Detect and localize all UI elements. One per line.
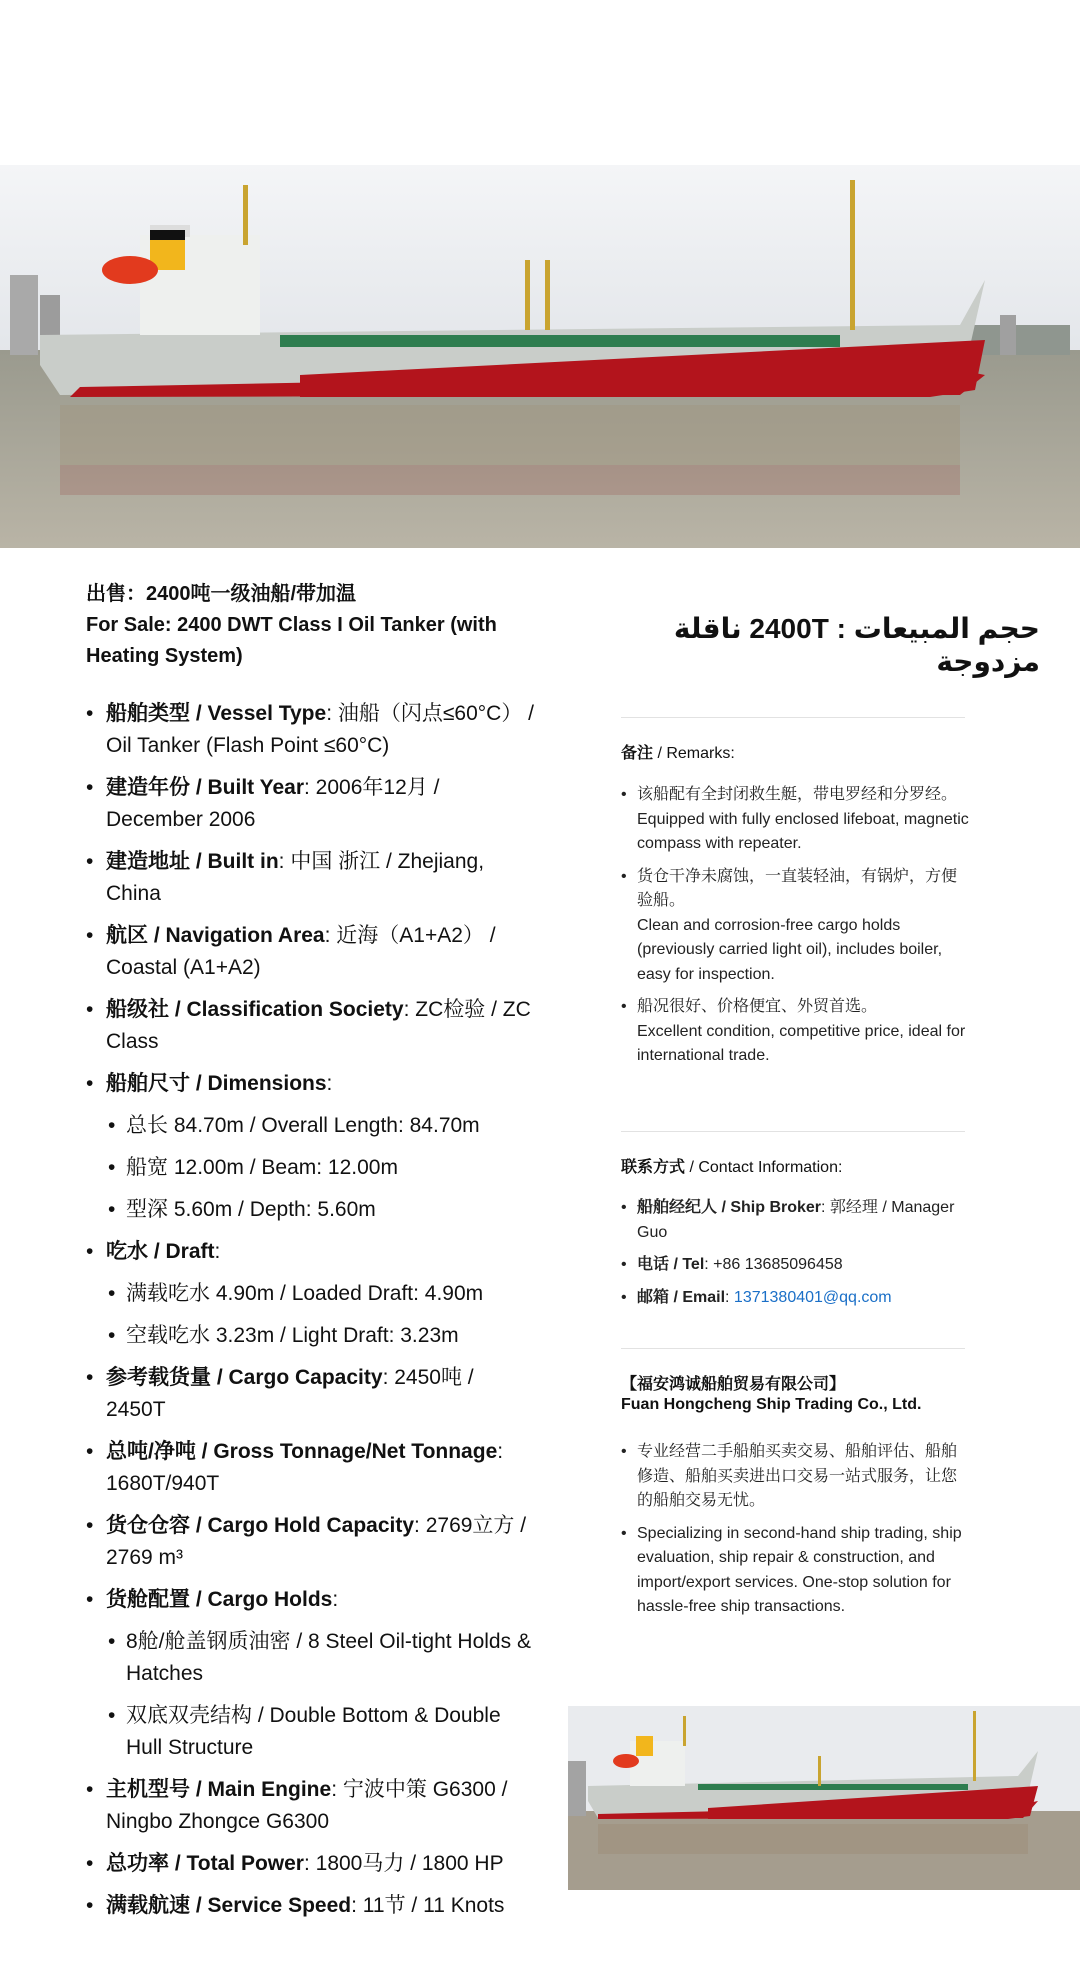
divider [621, 717, 965, 718]
spec-tonnage: • 总吨/净吨 / Gross Tonnage/Net Tonnage: 1680T/940T [86, 1436, 536, 1500]
spec-cargo-holds: • 货舱配置 / Cargo Holds: [86, 1584, 536, 1616]
company-name-english: Fuan Hongcheng Ship Trading Co., Ltd. [621, 1396, 922, 1413]
spec-draft: • 吃水 / Draft: [86, 1236, 536, 1268]
remark-item: • 船况很好、价格便宜、外贸首选。 Excellent condition, competitive price, ideal for international trade. [621, 995, 971, 1069]
spec-total-power: • 总功率 / Total Power: 1800马力 / 1800 HP [86, 1848, 536, 1880]
company-desc-en: • Specializing in second-hand ship trading, ship evaluation, ship repair & construction, and import/export services. One-stop solution for hassle-free ship transactions. [621, 1522, 971, 1620]
tanker-thumbnail-photo [568, 1706, 1080, 1890]
spec-built-in: • 建造地址 / Built in: 中国 浙江 / Zhejiang, China [86, 846, 536, 910]
divider [621, 1348, 965, 1349]
company-description [621, 1440, 971, 1628]
title-english: For Sale: 2400 DWT Class I Oil Tanker (with Heating System) [86, 614, 497, 667]
company-desc-zh: • 专业经营二手船舶买卖交易、船舶评估、船舶修造、船舶买卖进出口交易一站式服务，让您的船舶交易无忧。 [621, 1440, 971, 1514]
spec-light-draft: • 空载吃水 3.23m / Light Draft: 3.23m [86, 1320, 536, 1352]
spec-cargo-capacity: • 参考载货量 / Cargo Capacity: 2450吨 / 2450T [86, 1362, 536, 1426]
title-chinese: 出售：2400吨一级油船/带加温 [86, 583, 357, 605]
contact-list [621, 1196, 971, 1318]
contact-email: • 邮箱 / Email: 1371380401@qq.com [621, 1286, 971, 1311]
spec-loaded-draft: • 满载吃水 4.90m / Loaded Draft: 4.90m [86, 1278, 536, 1310]
remarks-heading: 备注 / Remarks: [621, 745, 735, 762]
spec-list [86, 698, 536, 1932]
contact-broker: • 船舶经纪人 / Ship Broker: 郭经理 / Manager Guo [621, 1196, 971, 1245]
email-link[interactable]: 1371380401@qq.com [733, 1288, 892, 1306]
spec-navigation-area: • 航区 / Navigation Area: 近海（A1+A2） / Coastal (A1+A2) [86, 920, 536, 984]
spec-dimensions: • 船舶尺寸 / Dimensions: [86, 1068, 536, 1100]
spec-overall-length: • 总长 84.70m / Overall Length: 84.70m [86, 1110, 536, 1142]
contact-heading: 联系方式 / Contact Information: [621, 1159, 843, 1176]
remark-item: • 该船配有全封闭救生艇，带电罗经和分罗经。 Equipped with fully enclosed lifeboat, magnetic compass with repeater. [621, 783, 971, 857]
title-arabic: حجم المبيعات : 2400T ناقلة مزدوجة [673, 613, 1040, 677]
divider [621, 1131, 965, 1132]
spec-classification: • 船级社 / Classification Society: ZC检验 / ZC Class [86, 994, 536, 1058]
contact-tel: • 电话 / Tel: +86 13685096458 [621, 1253, 971, 1278]
spec-depth: • 型深 5.60m / Depth: 5.60m [86, 1194, 536, 1226]
spec-beam: • 船宽 12.00m / Beam: 12.00m [86, 1152, 536, 1184]
tanker-photo [0, 165, 1080, 548]
listing-title [86, 578, 556, 672]
spec-main-engine: • 主机型号 / Main Engine: 宁波中策 G6300 / Ningbo Zhongce G6300 [86, 1774, 536, 1838]
spec-holds-hatches: • 8舱/舱盖钢质油密 / 8 Steel Oil-tight Holds & Hatches [86, 1626, 536, 1690]
spec-service-speed: • 满载航速 / Service Speed: 11节 / 11 Knots [86, 1890, 536, 1922]
remarks-list [621, 783, 971, 1077]
remark-item: • 货仓干净未腐蚀，一直装轻油，有锅炉，方便验船。 Clean and corrosion-free cargo holds (previously carried light oil), includes boiler, easy for inspection. [621, 865, 971, 988]
spec-hull-structure: • 双底双壳结构 / Double Bottom & Double Hull Structure [86, 1700, 536, 1764]
spec-hold-capacity: • 货仓仓容 / Cargo Hold Capacity: 2769立方 / 2769 m³ [86, 1510, 536, 1574]
company-name-chinese: 【福安鸿诚船舶贸易有限公司】 [621, 1376, 846, 1393]
spec-built-year: • 建造年份 / Built Year: 2006年12月 / December 2006 [86, 772, 536, 836]
spec-vessel-type: • 船舶类型 / Vessel Type: 油船（闪点≤60°C） / Oil Tanker (Flash Point ≤60°C) [86, 698, 536, 762]
